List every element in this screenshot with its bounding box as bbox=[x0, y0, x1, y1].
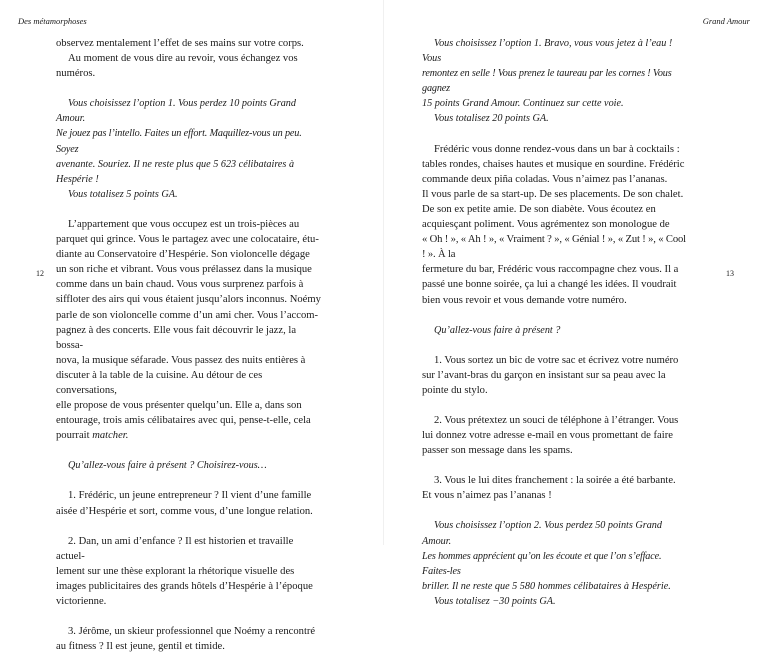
text-line: commande deux piña coladas. Vous n’aimez pas l’ananas. bbox=[422, 173, 668, 185]
option-3 bbox=[422, 473, 690, 503]
text-line: 3. Vous le lui dites franchement : la soirée a été barbante. bbox=[434, 475, 676, 487]
text-line: De son ex petite amie. De son diabète. Vous écoutez en bbox=[422, 203, 656, 215]
text-line: 2. Vous prétextez un souci de téléphone à l’étranger. Vous bbox=[434, 414, 679, 426]
option-1 bbox=[422, 353, 690, 398]
text-run: pourrait bbox=[56, 430, 93, 442]
text-line: comme dans un bain chaud. Vous vous surprenez parfois à bbox=[56, 279, 304, 291]
text-line: Vous choisissez l’option 2. Vous perdez 50 points Grand Amour. bbox=[422, 520, 662, 547]
text-line: 3. Jérôme, un skieur professionnel que Noémy a rencontré bbox=[68, 626, 316, 638]
text-line: images publicitaires des grands hôtels d’Hespérie à l’époque bbox=[56, 580, 313, 592]
option-2 bbox=[422, 413, 690, 458]
text-line: parle de son violoncelle comme d’un ami cher. Vous l’accom- bbox=[56, 309, 319, 321]
text-line: pagnez à des concerts. Elle vous fait découvrir le jazz, la bossa- bbox=[56, 324, 297, 351]
text-line: 1. Vous sortez un bic de votre sac et écrivez votre numéro bbox=[434, 354, 679, 366]
text-line: siffloter des airs qui vous étaient jusqu’alors inconnus. Noémy bbox=[56, 294, 321, 306]
text-line: Ne jouez pas l’intello. Faites un effort. Maquillez-vous un peu. Soyez bbox=[56, 128, 302, 155]
choice-result bbox=[422, 518, 690, 609]
text-line: victorienne. bbox=[56, 596, 107, 607]
text-line: sur l’avant-bras du garçon en insistant sur sa peau avec la bbox=[422, 369, 666, 381]
narrative-paragraph bbox=[56, 217, 322, 443]
choice-result bbox=[56, 96, 322, 202]
text-line: remontez en selle ! Vous prenez le taureau par les cornes ! Vous gagnez bbox=[422, 68, 672, 95]
page-number: 12 bbox=[36, 269, 44, 278]
text-line: Et vous n’aimez pas l’ananas ! bbox=[422, 490, 552, 502]
page-number: 13 bbox=[726, 269, 734, 278]
text-line: tables rondes, chaises hautes et musique en sourdine. Frédéric bbox=[422, 158, 685, 170]
text-line: discuter à la table de la cuisine. Au détour de ces conversations, bbox=[56, 369, 263, 396]
text-line: Les hommes apprécient qu’on les écoute et que l’on s’efface. Faites-les bbox=[422, 550, 662, 577]
text-line: lui donnez votre adresse e-mail en vous promettant de faire bbox=[422, 430, 673, 442]
text-line: pointe du stylo. bbox=[422, 384, 488, 396]
running-head: Grand Amour bbox=[702, 16, 750, 26]
text-column bbox=[422, 36, 690, 609]
text-line: Frédéric vous donne rendez-vous dans un bar à cocktails : bbox=[434, 143, 680, 155]
text-line: elle propose de vous présenter quelqu’un. Elle a, dans son bbox=[56, 400, 302, 412]
paragraph-continued bbox=[56, 36, 322, 81]
text-line: 15 points Grand Amour. Continuez sur cette voie. bbox=[422, 98, 624, 110]
text-line: diante au Conservatoire d’Hespérie. Son violoncelle dégage bbox=[56, 249, 310, 261]
text-line: Vous totalisez 20 points GA. bbox=[434, 113, 549, 125]
question: Qu’allez-vous faire à présent ? bbox=[434, 324, 561, 336]
text-line: Vous totalisez 5 points GA. bbox=[68, 188, 178, 200]
choice-result bbox=[422, 36, 690, 127]
text-line: Vous choisissez l’option 1. Vous perdez 10 points Grand Amour. bbox=[56, 98, 296, 125]
text-line: un son riche et vibrant. Vous vous prélassez dans la musique bbox=[56, 264, 312, 276]
text-line: Vous choisissez l’option 1. Bravo, vous vous jetez à l’eau ! Vous bbox=[422, 38, 673, 65]
text-line: Vous totalisez −30 points GA. bbox=[434, 595, 556, 607]
text-line: au fitness ? Il est jeune, gentil et timide. bbox=[56, 641, 225, 653]
text-line: passé une bonne soirée, ça lui a changé les idées. Il voudrait bbox=[422, 279, 677, 291]
text-column bbox=[56, 36, 322, 654]
text-line: avenante. Souriez. Il ne reste plus que 5 623 célibataires à Hespérie ! bbox=[56, 158, 295, 185]
left-page bbox=[0, 0, 384, 653]
running-head: Des métamorphoses bbox=[18, 16, 87, 26]
text-line: aisée d’Hespérie et sort, comme vous, d’une longue relation. bbox=[56, 505, 313, 517]
text-line: nova, la musique séfarade. Vous passez des nuits entières à bbox=[56, 354, 306, 366]
italic-word: matcher. bbox=[92, 430, 129, 442]
text-line: Au moment de vous dire au revoir, vous échangez vos numéros. bbox=[56, 53, 298, 80]
text-line: L’appartement que vous occupez est un trois-pièces au bbox=[68, 218, 300, 230]
narrative-paragraph bbox=[422, 142, 690, 308]
text-line: « Oh ! », « Ah ! », « Vraiment ? », « Génial ! », « Zut ! », « Cool ! ». À la bbox=[422, 234, 686, 261]
option-3 bbox=[56, 624, 322, 654]
text-line: fermeture du bar, Frédéric vous raccompagne chez vous. Il a bbox=[422, 264, 679, 276]
text-line: observez mentalement l’effet de ses mains sur votre corps. bbox=[56, 38, 304, 49]
text-line: Il vous parle de sa start-up. De ses placements. De son chalet. bbox=[422, 188, 684, 200]
text-line: lement sur une thèse explorant la rhétorique visuelle des bbox=[56, 565, 295, 577]
text-line: acquiesçant poliment. Vous agrémentez son monologue de bbox=[422, 219, 670, 231]
question: Qu’allez-vous faire à présent ? Choisirez-vous… bbox=[68, 460, 267, 472]
right-page bbox=[384, 0, 768, 607]
text-line: passer son message dans les spams. bbox=[422, 445, 573, 457]
text-line bbox=[56, 428, 322, 443]
text-line: 1. Frédéric, un jeune entrepreneur ? Il vient d’une famille bbox=[68, 490, 312, 502]
option-1 bbox=[56, 488, 322, 518]
text-line: parquet qui grince. Vous le partagez avec une colocataire, étu- bbox=[56, 234, 319, 246]
text-line: bien vous revoir et vous demande votre numéro. bbox=[422, 294, 627, 306]
text-line: briller. Il ne reste que 5 580 hommes célibataires à Hespérie. bbox=[422, 580, 671, 592]
text-line: 2. Dan, un ami d’enfance ? Il est historien et travaille actuel- bbox=[56, 535, 294, 562]
text-line: entourage, trois amis célibataires avec qui, pense-t-elle, cela bbox=[56, 415, 311, 427]
